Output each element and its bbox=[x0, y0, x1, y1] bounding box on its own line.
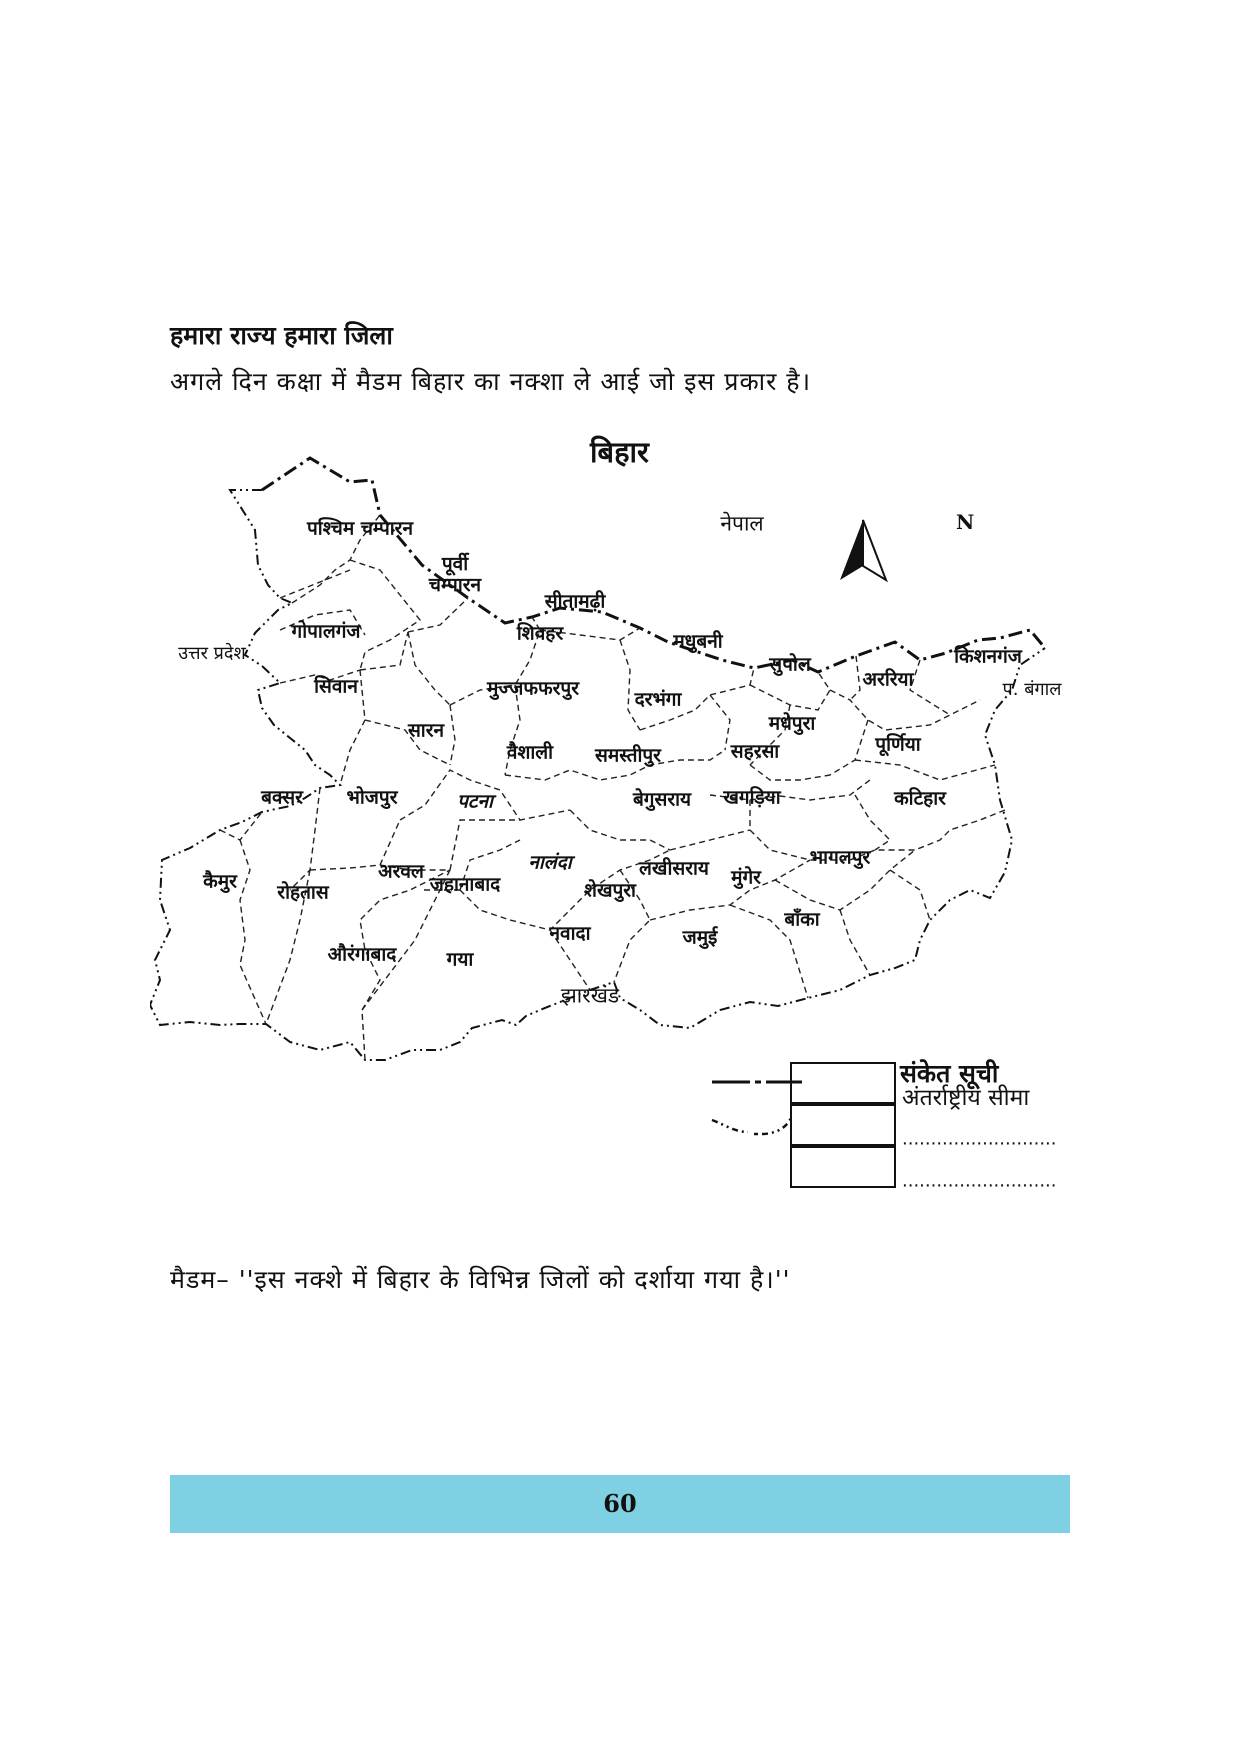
district-boundaries bbox=[220, 515, 1005, 1060]
quote-text: मैडम– ''इस नक्शे में बिहार के विभिन्न जिलों को दर्शाया गया है।'' bbox=[170, 1265, 791, 1294]
district-label: अररिया bbox=[862, 668, 914, 691]
district-label: रोहतास bbox=[277, 881, 329, 904]
neighbor-east-label: प. बंगाल bbox=[1002, 679, 1062, 701]
district-label: मुंगेर bbox=[731, 866, 761, 889]
district-label: सारन bbox=[407, 719, 445, 742]
neighbor-west-label: उत्तर प्रदेश bbox=[178, 643, 246, 665]
map-outline bbox=[150, 420, 1090, 1140]
bihar-map bbox=[150, 420, 1090, 1192]
district-label: सिवान bbox=[314, 675, 358, 698]
district-label: लखीसराय bbox=[639, 857, 709, 880]
district-label: भोजपुर bbox=[346, 786, 398, 809]
legend-label: ........................... bbox=[902, 1170, 1057, 1192]
map-title: बिहार bbox=[590, 435, 649, 469]
district-label: मुज्जफफरपुर bbox=[487, 677, 579, 700]
district-label: जमुई bbox=[682, 926, 718, 949]
district-label: भागलपुर bbox=[809, 846, 871, 869]
district-label: नालंदा bbox=[528, 851, 572, 874]
north-label: N bbox=[956, 510, 975, 534]
legend-symbol-state bbox=[712, 1115, 792, 1134]
district-label: गया bbox=[446, 948, 474, 971]
district-label: औरंगाबाद bbox=[327, 943, 397, 966]
district-label: शेखपुरा bbox=[584, 879, 636, 902]
intro-text: अगले दिन कक्षा में मैडम बिहार का नक्शा ले आई जो इस प्रकार है। bbox=[170, 367, 812, 396]
district-label: बेगुसराय bbox=[632, 788, 692, 811]
district-label: किशनगंज bbox=[954, 645, 1022, 668]
district-label: कैमुर bbox=[203, 870, 237, 893]
district-label: दरभंगा bbox=[634, 688, 682, 711]
district-label: मधुबनी bbox=[673, 630, 723, 653]
international-border bbox=[262, 458, 1045, 672]
footer-bar bbox=[170, 1475, 1070, 1533]
legend-box-international bbox=[790, 1062, 896, 1104]
district-label: मधेपुरा bbox=[768, 712, 816, 735]
district-label: बाँका bbox=[784, 908, 820, 931]
page-number: 60 bbox=[603, 1489, 637, 1518]
district-label: नवादा bbox=[549, 922, 591, 945]
north-arrow-icon bbox=[840, 520, 886, 580]
district-label: अरवल bbox=[378, 860, 424, 883]
legend-title: संकेत सूची bbox=[900, 1059, 999, 1088]
legend-box-district bbox=[790, 1146, 896, 1188]
state-border bbox=[150, 490, 1045, 1060]
district-label: बक्सर bbox=[261, 786, 303, 809]
district-label: पूर्णिया bbox=[875, 733, 921, 756]
district-label: समस्तीपुर bbox=[595, 744, 661, 767]
legend-box-state bbox=[790, 1104, 896, 1146]
district-label: खगड़िया bbox=[723, 786, 781, 809]
district-label: जहानाबाद bbox=[429, 873, 501, 896]
district-label: पटना bbox=[457, 790, 493, 813]
district-label: गोपालगंज bbox=[291, 620, 361, 643]
district-label: वैशाली bbox=[506, 741, 554, 764]
neighbor-south-label: झारखंड bbox=[560, 983, 620, 1008]
district-label: सहरसा bbox=[730, 740, 780, 763]
legend-label: ........................... bbox=[902, 1128, 1057, 1150]
neighbor-north-label: नेपाल bbox=[720, 511, 764, 536]
district-label: सुपोल bbox=[769, 653, 811, 676]
legend-label: अंतर्राष्ट्रीय सीमा bbox=[902, 1085, 1030, 1111]
district-label: सीतामढ़ी bbox=[544, 590, 606, 613]
district-label: शिवहर bbox=[516, 622, 564, 645]
page-heading: हमारा राज्य हमारा जिला bbox=[170, 321, 393, 350]
district-label: कटिहार bbox=[894, 787, 946, 810]
district-label: पूर्वी चम्पारन bbox=[428, 553, 482, 596]
district-label: पश्चिम चम्पारन bbox=[307, 517, 413, 540]
